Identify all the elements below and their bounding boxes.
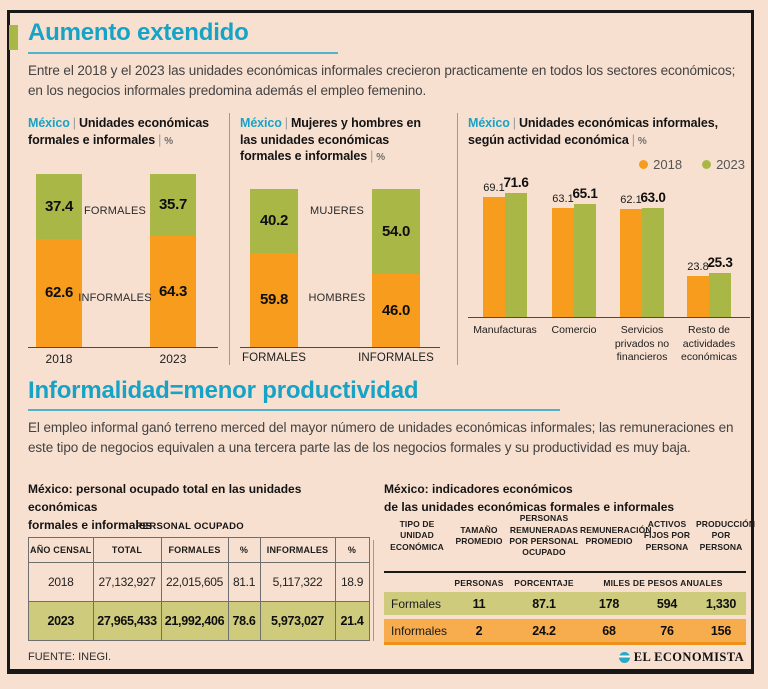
left-table-group-header: PERSONAL OCUPADO bbox=[136, 521, 244, 532]
section2-intro-paragraph: El empleo informal ganó terreno merced del mayor número de unidades económicas informales; las remuneraciones en este tipo de negocios equivalen a una tercera parte las de los negocios formales y su productividad es muy baja. bbox=[28, 420, 734, 456]
header-rule bbox=[384, 571, 746, 573]
column-header: AÑO CENSAL bbox=[29, 538, 94, 563]
right-table-row-formales bbox=[384, 592, 746, 615]
column-header: PERSONAS REMUNERADAS POR PERSONAL OCUPADO bbox=[509, 513, 579, 558]
chart3-title-prefix: México bbox=[468, 116, 510, 130]
bar-value-label-2018: 69.1 bbox=[483, 182, 505, 195]
axis-category-label: Comercio bbox=[551, 324, 597, 336]
bar-value-label-2023: 63.0 bbox=[640, 189, 666, 205]
legend-item-2023 bbox=[702, 157, 745, 172]
chart1-title-prefix: México bbox=[28, 116, 70, 130]
bar-2023 bbox=[505, 193, 527, 317]
row-label: Formales bbox=[391, 596, 442, 611]
axis-category-label: Resto de actividades económicas bbox=[680, 324, 738, 364]
cell-value: 11 bbox=[472, 596, 486, 611]
chart1-title bbox=[28, 115, 224, 148]
cell-value: 27,965,433 bbox=[93, 602, 161, 641]
cell-value: 76 bbox=[660, 623, 674, 638]
bar-value-label-2023: 71.6 bbox=[503, 175, 529, 190]
column-header: ACTIVOS FIJOS POR PERSONA bbox=[643, 518, 691, 552]
sub-column-header: PORCENTAJE bbox=[514, 578, 574, 588]
series-label: HOMBRES bbox=[308, 292, 366, 304]
right-table-subheader-row bbox=[384, 576, 746, 590]
section2-title: Informalidad=menor productividad bbox=[28, 377, 419, 404]
legend-dot-2018-icon bbox=[639, 160, 648, 169]
left-table-title-line2: formales e informales bbox=[28, 518, 153, 532]
separator: | bbox=[512, 116, 516, 130]
intro-paragraph: Entre el 2018 y el 2023 las unidades económicas informales crecieron practicamente en todos los sectores económicos; en los negocios informales predomina además el empleo femenino. bbox=[28, 63, 736, 99]
table-row-2023-highlighted bbox=[29, 602, 370, 641]
bar-2018 bbox=[687, 276, 709, 317]
chart-actividad-economica bbox=[468, 175, 750, 364]
separator: | bbox=[284, 116, 288, 130]
cell-value: 21.4 bbox=[335, 602, 369, 641]
source-note: FUENTE: INEGI. bbox=[28, 651, 112, 663]
right-table-header-row bbox=[384, 503, 756, 569]
chart3-legend bbox=[468, 157, 745, 172]
column-header: PRODUCCIÓN POR PERSONA bbox=[696, 518, 756, 552]
title-underline bbox=[28, 52, 338, 54]
brand-name: EL ECONOMISTA bbox=[633, 650, 744, 664]
table-header-row bbox=[29, 538, 370, 563]
bar-2018 bbox=[552, 208, 574, 317]
bar-value-label: 35.7 bbox=[159, 196, 187, 214]
cell-value: 68 bbox=[602, 623, 616, 638]
series-label: MUJERES bbox=[310, 205, 364, 217]
column-header: INFORMALES bbox=[260, 538, 335, 563]
cell-value: 22,015,605 bbox=[161, 563, 228, 602]
bar-2018 bbox=[483, 197, 505, 317]
bar-segment-mujeres bbox=[372, 189, 420, 274]
section2-underline bbox=[28, 409, 560, 411]
panel-divider bbox=[229, 113, 230, 365]
legend-label: 2018 bbox=[653, 157, 683, 172]
cell-value: 78.6 bbox=[228, 602, 260, 641]
chart3-title bbox=[468, 115, 753, 148]
legend-item-2018 bbox=[639, 157, 682, 172]
bar-segment-mujeres bbox=[250, 189, 298, 253]
bar-segment-hombres bbox=[250, 253, 298, 347]
row-label: Informales bbox=[391, 623, 448, 638]
series-label: FORMALES bbox=[83, 205, 147, 217]
title-accent-bar bbox=[9, 25, 18, 50]
bar-2023 bbox=[709, 273, 731, 317]
chart-formales-informales bbox=[28, 174, 218, 366]
separator: | bbox=[631, 132, 635, 147]
bar-value-label: 62.6 bbox=[45, 284, 73, 302]
bar-value-label: 64.3 bbox=[159, 282, 187, 300]
right-table-row-informales bbox=[384, 619, 746, 645]
cell-value: 81.1 bbox=[228, 563, 260, 602]
chart1-title-text: Unidades económicas formales e informales bbox=[28, 116, 210, 147]
bar-2023 bbox=[574, 204, 596, 317]
table-divider bbox=[373, 540, 374, 641]
table-row-2018 bbox=[29, 563, 370, 602]
sub-column-header: PERSONAS bbox=[454, 578, 504, 588]
page-title: Aumento extendido bbox=[28, 19, 249, 46]
el-economista-logo-icon bbox=[619, 652, 630, 663]
cell-value: 21,992,406 bbox=[161, 602, 228, 641]
bar-segment-hombres bbox=[372, 274, 420, 347]
chart2-title-prefix: México bbox=[240, 116, 282, 130]
column-header: TAMAÑO PROMEDIO bbox=[455, 524, 503, 546]
bar-value-label-2018: 63.1 bbox=[552, 192, 574, 205]
cell-value: 5,973,027 bbox=[260, 602, 335, 641]
column-header: FORMALES bbox=[161, 538, 228, 563]
left-table-title-line1: México: personal ocupado total en las unidades económicas bbox=[28, 482, 302, 514]
bar-value-label: 37.4 bbox=[45, 197, 73, 215]
cell-value: 2018 bbox=[29, 563, 94, 602]
sub-column-header: MILES DE PESOS ANUALES bbox=[603, 578, 723, 588]
bar-value-label-2023: 65.1 bbox=[572, 186, 598, 202]
separator: | bbox=[72, 116, 76, 130]
chart-mujeres-hombres bbox=[240, 189, 440, 364]
cell-value: 5,117,322 bbox=[260, 563, 335, 602]
personal-ocupado-table bbox=[28, 537, 370, 641]
cell-value: 156 bbox=[710, 623, 732, 638]
axis-category-label: Manufacturas bbox=[473, 324, 537, 336]
column-header: TIPO DE UNIDAD ECONÓMICA bbox=[390, 518, 444, 552]
legend-label: 2023 bbox=[716, 157, 745, 172]
column-header: % bbox=[335, 538, 369, 563]
el-economista-logo bbox=[619, 650, 744, 665]
chart2-title-text: Mujeres y hombres en las unidades económicas formales e informales bbox=[240, 116, 421, 163]
cell-value: 2 bbox=[475, 623, 483, 638]
bar-value-label: 46.0 bbox=[382, 302, 410, 320]
bar-value-label: 54.0 bbox=[382, 223, 410, 241]
cell-value: 87.1 bbox=[532, 596, 556, 611]
chart1-unit: % bbox=[164, 135, 174, 147]
cell-value: 27,132,927 bbox=[93, 563, 161, 602]
chart2-title bbox=[240, 115, 440, 165]
chart3-unit: % bbox=[637, 135, 647, 147]
cell-value: 24.2 bbox=[532, 623, 556, 638]
bar-value-label: 40.2 bbox=[260, 212, 288, 230]
series-label: INFORMALES bbox=[78, 292, 152, 304]
axis-category-label: FORMALES bbox=[241, 352, 307, 364]
legend-dot-2023-icon bbox=[702, 160, 711, 169]
bar-value-label: 59.8 bbox=[260, 291, 288, 309]
column-header: % bbox=[228, 538, 260, 563]
chart3-title-text: Unidades económicas informales, según actividad económica bbox=[468, 116, 718, 147]
axis-category-label: 2018 bbox=[45, 352, 73, 366]
axis-category-label: INFORMALES bbox=[358, 352, 434, 364]
separator: | bbox=[370, 149, 374, 163]
cell-value: 2023 bbox=[29, 602, 94, 641]
column-header: TOTAL bbox=[93, 538, 161, 563]
right-table-title-line1: México: indicadores económicos bbox=[384, 482, 573, 496]
bar-2018 bbox=[620, 209, 642, 317]
bar-value-label-2018: 23.8 bbox=[687, 260, 709, 273]
bar-2023 bbox=[642, 208, 664, 317]
separator: | bbox=[158, 132, 162, 147]
bar-value-label-2023: 25.3 bbox=[707, 255, 733, 271]
cell-value: 178 bbox=[598, 596, 620, 611]
chart2-unit: % bbox=[376, 152, 386, 163]
cell-value: 1,330 bbox=[705, 596, 737, 611]
cell-value: 18.9 bbox=[335, 563, 369, 602]
right-table-title-line2: de las unidades económicas formales e informales bbox=[384, 500, 675, 514]
axis-category-label: 2023 bbox=[159, 352, 187, 366]
cell-value: 594 bbox=[656, 596, 678, 611]
bar-value-label-2018: 62.1 bbox=[620, 194, 642, 207]
axis-category-label: Servicios privados no financieros bbox=[614, 324, 670, 364]
column-header: REMUNERACIÓN PROMEDIO bbox=[580, 524, 652, 546]
panel-divider bbox=[457, 113, 458, 365]
